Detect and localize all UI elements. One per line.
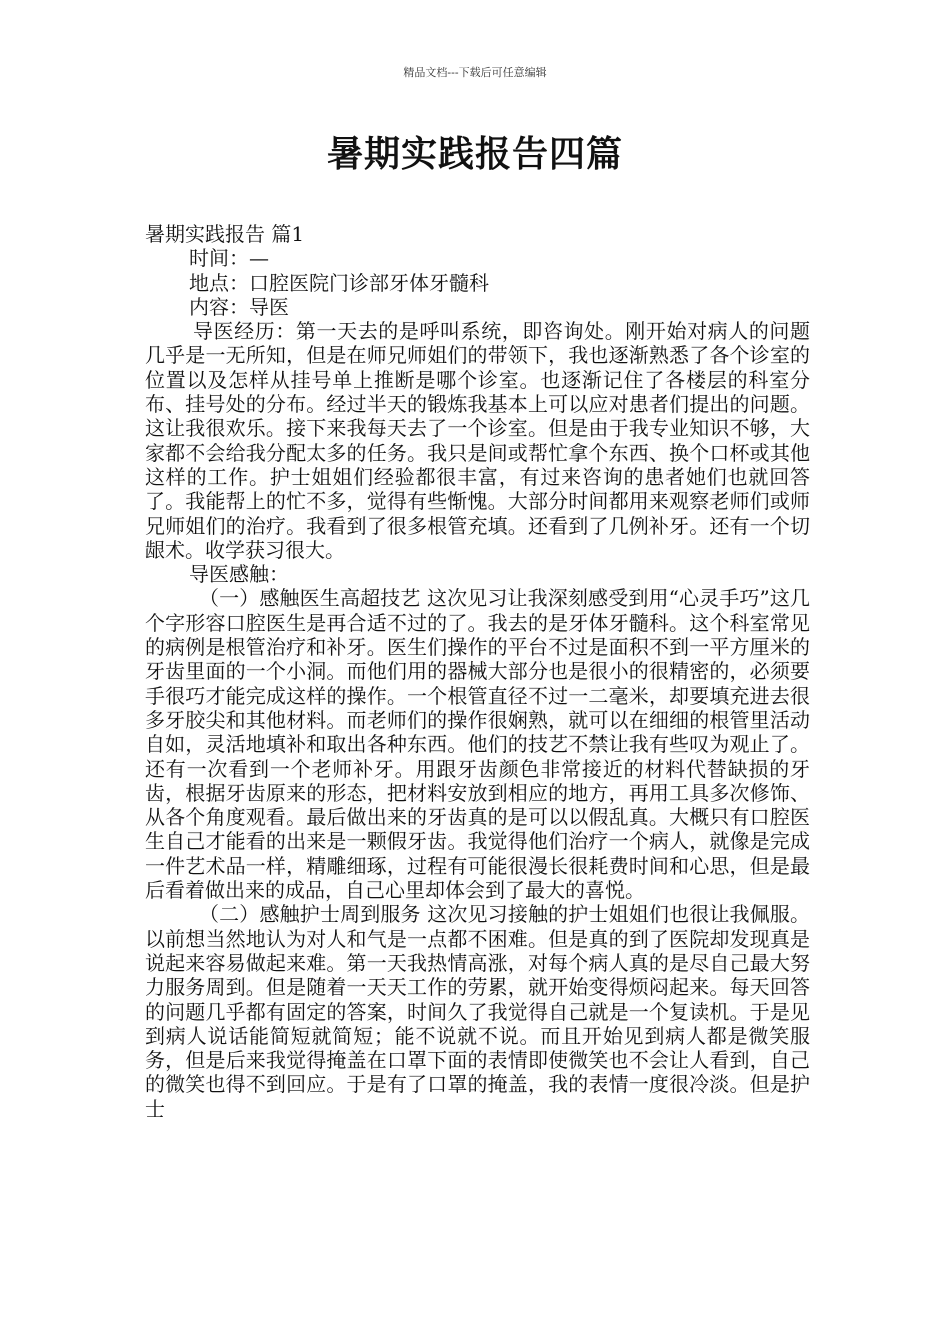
location-line: 地点：口腔医院门诊部牙体牙髓科 [189, 270, 489, 295]
content-line: 内容：导医 [189, 294, 289, 319]
document-body [145, 222, 810, 1121]
document-title: 暑期实践报告四篇 [326, 133, 623, 175]
reflection-heading: 导医感触： [189, 562, 289, 587]
experience-paragraph: 导医经历：第一天去的是呼叫系统，即咨询处。刚开始对病人的问题几乎是一无所知，但是在师兄师姐们的带领下，我也逐渐熟悉了各个诊室的位置以及怎样从挂号单上推断是哪个诊室。也逐渐记住了各楼层的科室分布、挂号处的分布。经过半天的锻炼我基本上可以应对患者们提出的问题。这让我很欢乐。接下来我每天去了一个诊室。但是由于我专业知识不够，大家都不会给我分配太多的任务。我只是间或帮忙拿个东西、换个口杯或其他这样的工作。护士姐姐们经验都很丰富，有过来咨询的患者她们也就回答了。我能帮上的忙不多，觉得有些惭愧。大部分时间都用来观察老师们或师兄师姐们的治疗。我看到了很多根管充填。还看到了几例补牙。还有一个切龈术。收学获习很大。 [145, 319, 810, 562]
time-line: 时间：— [189, 246, 269, 271]
page-header: 精品文档---下载后可任意编辑 [403, 66, 547, 79]
reflection-paragraph-nurses: （二）感触护士周到服务 这次见习接触的护士姐姐们也很让我佩服。以前想当然地认为对人和气是一点都不困难。但是真的到了医院却发现真是说起来容易做起来难。第一天我热情高涨，对每个病人真的是尽自己最大努力服务周到。但是随着一天天工作的劳累，就开始变得烦闷起来。每天回答的问题几乎都有固定的答案，时间久了我觉得自己就是一个复读机。于是见到病人说话能简短就简短；能不说就不说。而且开始见到病人都是微笑服务，但是后来我觉得掩盖在口罩下面的表情即使微笑也不会让人看到，自己的微笑也得不到回应。于是有了口罩的掩盖，我的表情一度很冷淡。但是护士 [145, 902, 810, 1121]
section-heading: 暑期实践报告 篇1 [145, 222, 305, 246]
reflection-paragraph-doctors: （一）感触医生高超技艺 这次见习让我深刻感受到用“心灵手巧”这几个字形容口腔医生是再合适不过的了。我去的是牙体牙髓科。这个科室常见的病例是根管治疗和补牙。医生们操作的平台不过是面积不到一平方厘米的牙齿里面的一个小洞。而他们用的器械大部分也是很小的很精密的，必须要手很巧才能完成这样的操作。一个根管直径不过一二毫米，却要填充进去很多牙胶尖和其他材料。而老师们的操作很娴熟，就可以在细细的根管里活动自如，灵活地填补和取出各种东西。他们的技艺不禁让我有些叹为观止了。还有一次看到一个老师补牙。用跟牙齿颜色非常接近的材料代替缺损的牙齿，根据牙齿原来的形态，把材料安放到相应的地方，再用工具多次修饰、从各个角度观看。最后做出来的牙齿真的是可以以假乱真。大概只有口腔医生自己才能看的出来是一颗假牙齿。我觉得他们治疗一个病人，就像是完成一件艺术品一样，精雕细琢，过程有可能很漫长很耗费时间和心思，但是最后看着做出来的成品，自己心里却体会到了最大的喜悦。 [145, 586, 810, 903]
